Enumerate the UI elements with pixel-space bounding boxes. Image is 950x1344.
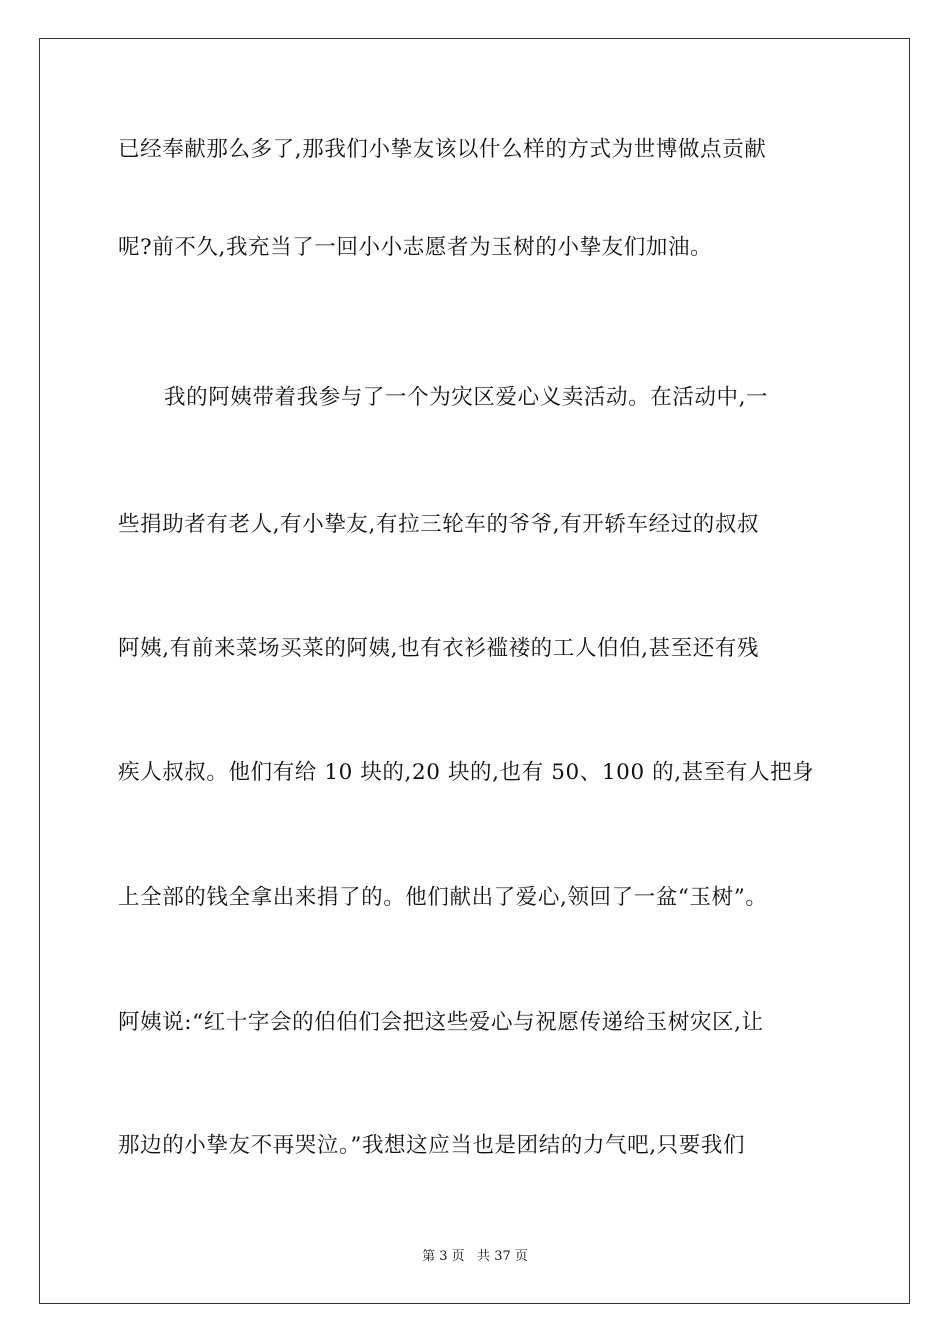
text-line-9: 那边的小挚友不再哭泣。”我想这应当也是团结的力气吧,只要我们 <box>118 1133 746 1158</box>
text-line-3: 我的阿姨带着我参与了一个为灾区爱心义卖活动。在活动中,一 <box>164 385 769 410</box>
page-number-footer: 第 3 页 共 37 页 <box>422 1249 528 1264</box>
text-line-2: 呢?前不久,我充当了一回小小志愿者为玉树的小挚友们加油。 <box>118 235 713 260</box>
text-line-8: 阿姨说:“红十字会的伯伯们会把这些爱心与祝愿传递给玉树灾区,让 <box>118 1010 764 1035</box>
text-line-1: 已经奉献那么多了,那我们小挚友该以什么样的方式为世博做点贡献 <box>118 137 767 162</box>
text-line-6: 疾人叔叔。他们有给 10 块的,20 块的,也有 50、100 的,甚至有人把身 <box>118 760 815 785</box>
page-border <box>39 38 910 1304</box>
text-line-4: 些捐助者有老人,有小挚友,有拉三轮车的爷爷,有开轿车经过的叔叔 <box>118 512 760 537</box>
text-line-5: 阿姨,有前来菜场买菜的阿姨,也有衣衫褴褛的工人伯伯,甚至还有残 <box>118 636 760 661</box>
text-line-7: 上全部的钱全拿出来捐了的。他们献出了爱心,领回了一盆“玉树”。 <box>118 885 768 910</box>
